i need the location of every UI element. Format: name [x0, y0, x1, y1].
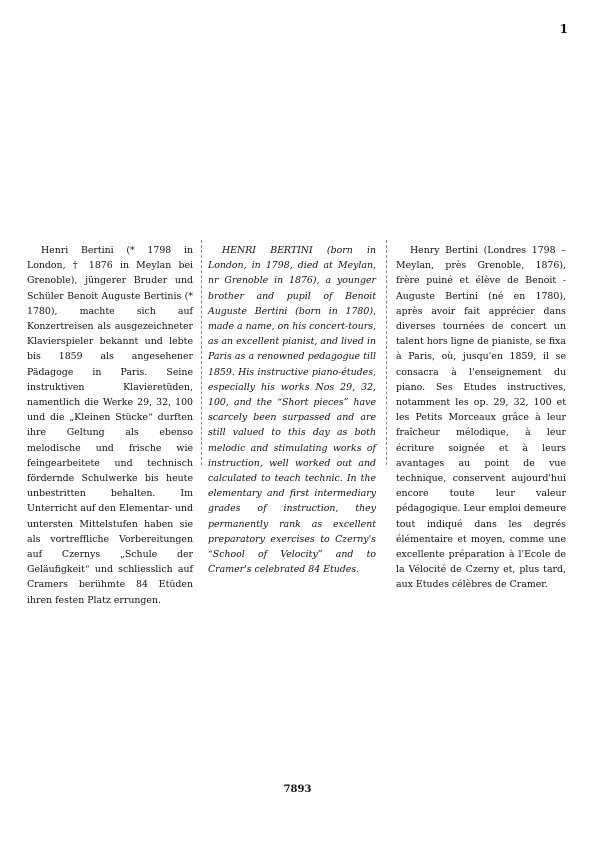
- biography-german: Henri Bertini (* 1798 in London, † 1876 in Meylan bei Grenoble), jüngerer Bruder und Schüler Benoit Auguste Bertinis (* 1780), machte sich auf Konzertreisen als ausgezeichneter Klavierspieler bekannt und lebte bis 1859 als angesehener Pädagoge in Paris. Seine instruktiven Klavieretüden, namentlich die Werke 29, 32, 100 und die „Kleinen Stücke“ durften ihre Geltung als ebenso melodische und frische wie feingearbeitete und technisch fördernde Schulwerke bis heute unbestritten behalten. Im Unterricht auf den Elementar- und untersten Mittelstufen haben sie als vortreffliche Vorbereitungen auf Czernys „Schule der Geläufigkeit“ und schliesslich auf Cramers berühmte 84 Etüden ihren festen Platz errungen.: [27, 245, 193, 606]
- biography-english: HENRI BERTINI (born in London, in 1798, died at Meylan, nr Grenoble in 1876), a younger brother and pupil of Benoit Auguste Bertini (born in 1780), made a name, on his concert-tours, as an excellent pianist, and lived in Paris as a renowned pedagogue till 1859. His instructive piano-études, especially his works Nos 29, 32, 100, and the “Short pieces” have scarcely been surpassed and are still valued to this day as both melodic and stimulating works of instruction, well worked out and calculated to teach technic. In the elementary and first intermediary grades of instruction, they permanently rank as excellent preparatory exercises to Czerny's “School of Velocity” and to Cramer's celebrated 84 Etudes.: [208, 245, 376, 576]
- biography-french: Henry Bertini (Londres 1798 – Meylan, près Grenoble, 1876), frère puiné et élève de Benoit - Auguste Bertini (né en 1780), après avoir fait apprécier dans diverses tournées de concert un talent hors ligne de pianiste, se fixa à Paris, où, jusqu'en 1859, il se consacra à l'enseignement du piano. Ses Etudes instructives, notamment les op. 29, 32, 100 et les Petits Morceaux grâce à leur fraîcheur mélodique, à leur écriture soignée et à leurs avantages au point de vue technique, conservent aujourd'hui encore toute leur valeur pédagogique. Leur emploi demeure tout indiqué dans les degrés élémentaire et moyen, comme une excellente préparation à l'Ecole de la Vélocité de Czerny et, plus tard, aux Etudes célèbres de Cramer.: [396, 245, 566, 591]
- column-divider-left: [201, 240, 202, 465]
- plate-number: 7893: [283, 784, 312, 795]
- column-divider-right: [386, 240, 387, 465]
- page-number: 1: [559, 22, 568, 36]
